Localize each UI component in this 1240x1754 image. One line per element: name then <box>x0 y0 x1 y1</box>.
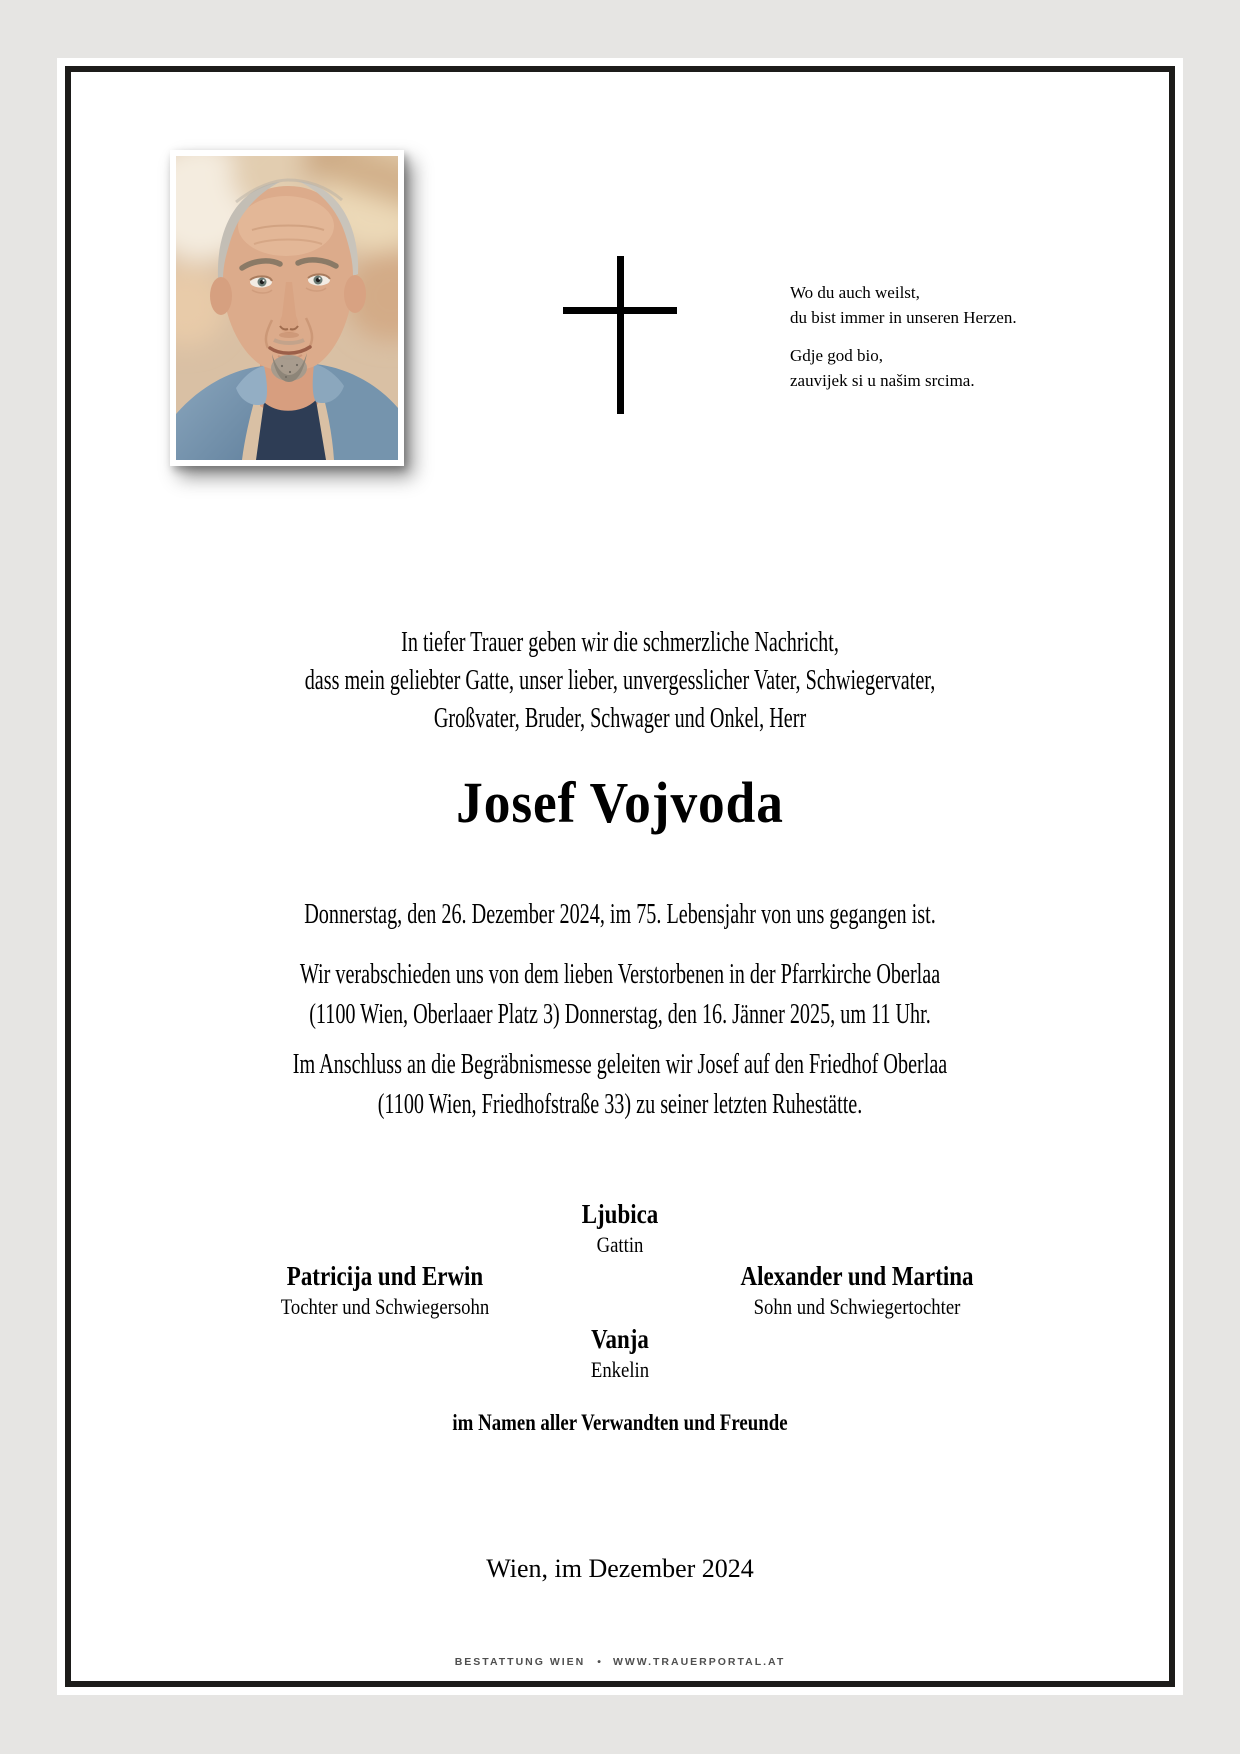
cross-horizontal-bar <box>563 307 677 314</box>
mourner-name: Vanja <box>591 1324 649 1354</box>
mourner-name: Patricija und Erwin <box>286 1261 484 1291</box>
memorial-verse <box>790 280 1017 393</box>
cross-vertical-bar <box>617 256 624 414</box>
obituary-card <box>57 58 1183 1695</box>
mourner-relation: Enkelin <box>590 1357 650 1382</box>
mourner-wife <box>57 1198 1183 1258</box>
verse-line: Wo du auch weilst, <box>790 283 920 302</box>
footer-website: WWW.TRAUERPORTAL.AT <box>612 1656 786 1668</box>
verse-line: Gdje god bio, <box>790 346 884 365</box>
mourner-relation: Tochter und Schwiegersohn <box>280 1294 490 1319</box>
burial-line: (1100 Wien, Friedhofstraße 33) zu seiner letzten Ruhestätte. <box>377 1089 863 1120</box>
memorial-cross-icon <box>562 256 678 414</box>
announcement-line: Großvater, Bruder, Schwager und Onkel, Herr <box>433 703 807 734</box>
burial-paragraph <box>215 1045 1026 1125</box>
verse-line: du bist immer in unseren Herzen. <box>790 308 1017 327</box>
mourner-name: Ljubica <box>581 1199 659 1229</box>
mourner-relation: Gattin <box>596 1232 644 1257</box>
footer <box>57 1656 1183 1668</box>
mourner-relation: Sohn und Schwiegertochter <box>753 1294 961 1319</box>
announcement-line: In tiefer Trauer geben wir die schmerzliche Nachricht, <box>401 627 839 658</box>
mourner-granddaughter <box>57 1323 1183 1383</box>
footer-bullet-separator: • <box>597 1656 601 1668</box>
farewell-line: (1100 Wien, Oberlaaer Platz 3) Donnerstag, den 16. Jänner 2025, um 11 Uhr. <box>309 999 931 1030</box>
mourner-son <box>637 1260 1077 1320</box>
verse-line: zauvijek si u našim srcima. <box>790 371 975 390</box>
verse-german <box>790 280 1017 330</box>
death-date-line: Donnerstag, den 26. Dezember 2024, im 75. Lebensjahr von uns gegangen ist. <box>304 899 936 930</box>
verse-croatian <box>790 343 1017 393</box>
burial-line: Im Anschluss an die Begräbnismesse geleiten wir Josef auf den Friedhof Oberlaa <box>292 1049 948 1080</box>
portrait-illustration <box>176 156 398 460</box>
closing-line: im Namen aller Verwandten und Freunde <box>452 1410 788 1435</box>
farewell-line: Wir verabschieden uns von dem lieben Verstorbenen in der Pfarrkirche Oberlaa <box>299 959 941 990</box>
footer-company: BESTATTUNG WIEN <box>454 1656 586 1668</box>
announcement-line: dass mein geliebter Gatte, unser lieber, unvergesslicher Vater, Schwiegervater, <box>304 665 936 696</box>
mourner-name: Alexander und Martina <box>740 1261 974 1291</box>
deceased-name: Josef Vojvoda <box>456 770 784 835</box>
farewell-paragraph <box>215 955 1026 1035</box>
mourner-daughter <box>165 1260 605 1320</box>
place-date-line: Wien, im Dezember 2024 <box>486 1554 754 1583</box>
portrait-photo <box>170 150 404 466</box>
announcement-text <box>215 624 1026 738</box>
